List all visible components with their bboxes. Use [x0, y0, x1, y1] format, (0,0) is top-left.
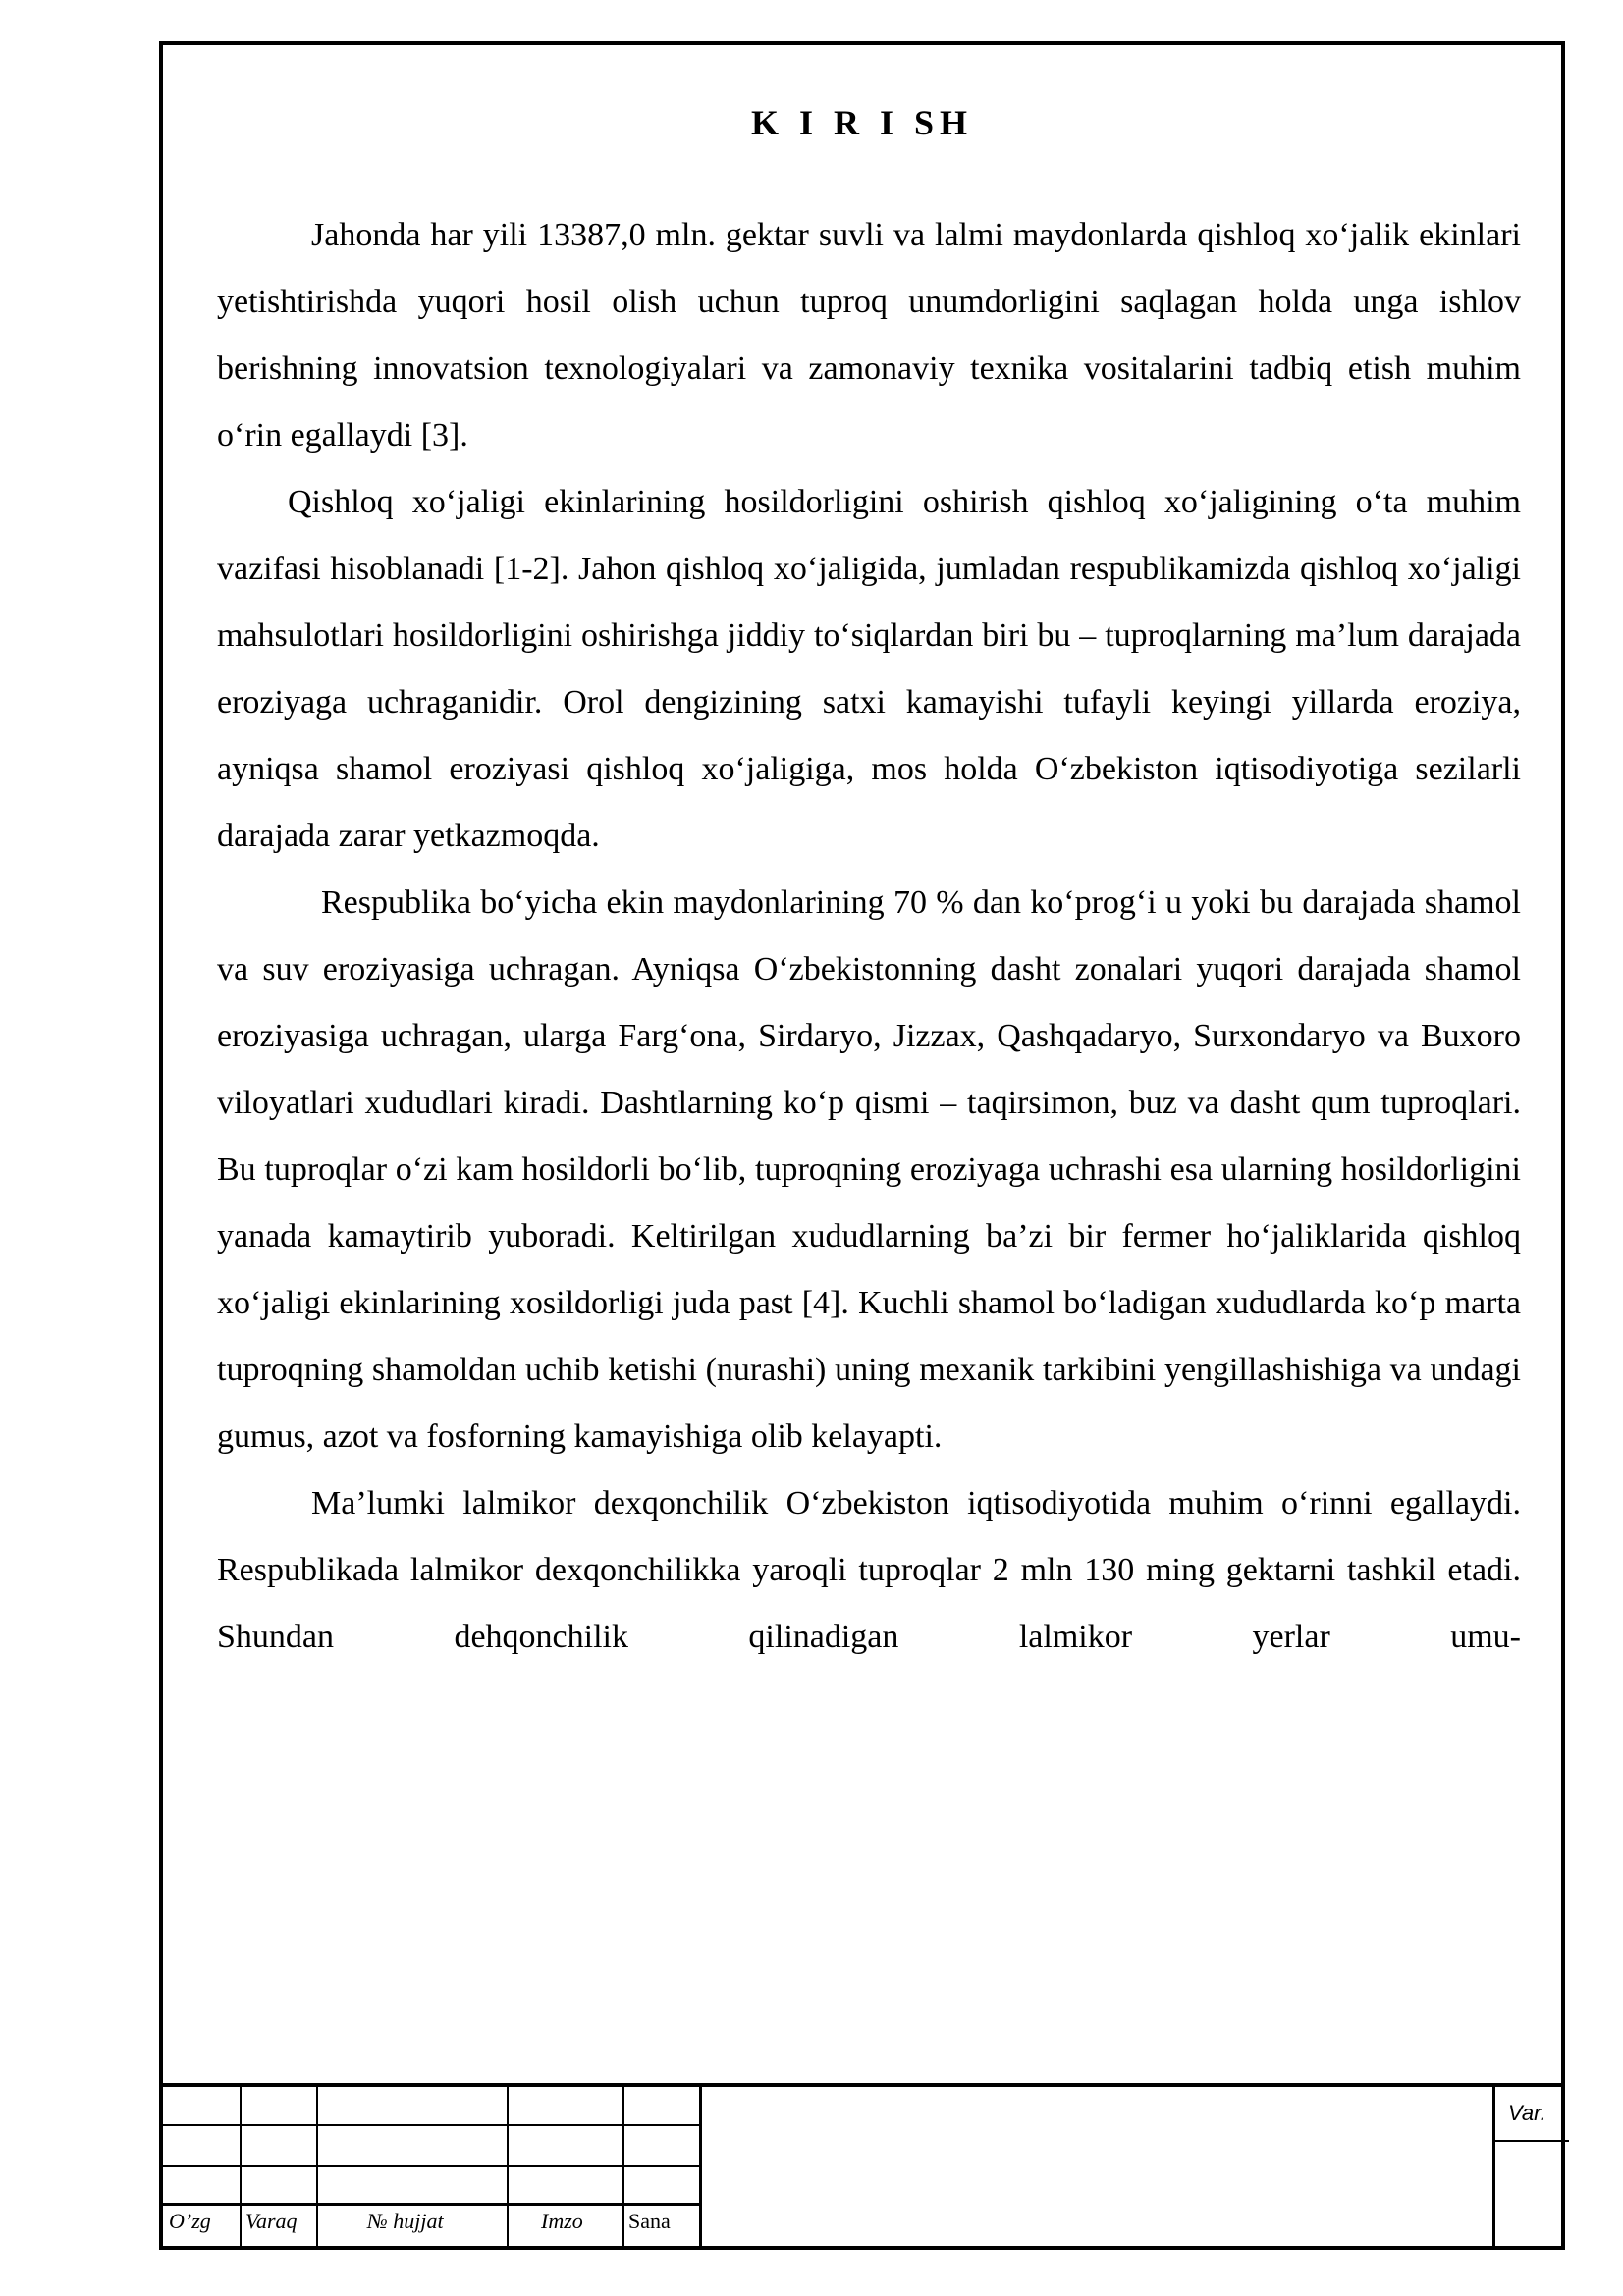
stamp-divider: [1492, 2087, 1495, 2246]
stamp-label-date: Sana: [628, 2209, 671, 2233]
stamp-label-document: № hujjat: [367, 2209, 444, 2233]
stamp-label-sheet: Varaq: [245, 2209, 298, 2233]
paragraph-4: Ma’lumki lalmikor dexqonchilik O‘zbekiston iqtisodiyotida muhim o‘rinni egallaydi. Respublikada lalmikor dexqonchilikka yaroqli tuproqlar 2 mln 130 ming gektarni tashkil etadi. Shundan dehqonchilik qilinadigan lalmikor yerlar umu-: [217, 1485, 1521, 1655]
stamp-label-var: Var.: [1508, 2101, 1546, 2125]
paragraph-3: Respublika bo‘yicha ekin maydonlarining 70 % dan ko‘prog‘i u yoki bu darajada shamol va suv eroziyasiga uchragan. Ayniqsa O‘zbekistonning dasht zonalari yuqori darajada shamol eroziyasiga uchragan, ularga Farg‘ona, Sirdaryo, Jizzax, Qashqadaryo, Surxondaryo va Buxoro viloyatlari xududlari kiradi. Dashtlarning ko‘p qismi – taqirsimon, buz va dasht qum tuproqlari. Bu tuproqlar o‘zi kam hosildorli bo‘lib, tuproqning eroziyaga uchrashi esa ularning hosildorligini yanada kamaytirib yuboradi. Keltirilgan xududlarning ba’zi bir fermer ho‘jaliklarida qishloq xo‘jaligi ekinlarining xosildorligi juda past [4]. Kuchli shamol bo‘ladigan xududlarda ko‘p marta tuproqning shamoldan uchib ketishi (nurashi) uning mexanik tarkibini yengillashishiga va undagi gumus, azot va fosforning kamayishiga olib kelayapti.: [217, 884, 1521, 1455]
stamp-sheet-line: [1492, 2140, 1569, 2142]
stamp-label-signature: Imzo: [541, 2209, 583, 2233]
title-block: [163, 2083, 1561, 2246]
stamp-label-change: O’zg: [169, 2209, 211, 2233]
paragraph-2: Qishloq xo‘jaligi ekinlarining hosildorligini oshirish qishloq xo‘jaligining o‘ta muhim vazifasi hisoblanadi [1-2]. Jahon qishloq xo‘jaligida, jumladan respublikamizda qishloq xo‘jaligi mahsulotlari hosildorligini oshirishga jiddiy to‘siqlardan biri bu – tuproqlarning ma’lum darajada eroziyaga uchraganidir. Orol dengizining satxi kamayishi tufayli keyingi yillarda eroziya, ayniqsa shamol eroziyasi qishloq xo‘jaligiga, mos holda O‘zbekiston iqtisodiyotiga sezilarli darajada zarar yetkazmoqda.: [217, 484, 1521, 854]
stamp-row-line: [163, 2165, 701, 2167]
page-frame: [159, 41, 1565, 2250]
page-title: K I R I SH: [750, 103, 974, 142]
stamp-row-line: [163, 2203, 701, 2206]
body-text: [217, 202, 1521, 1671]
stamp-row-line: [163, 2124, 701, 2126]
paragraph-1: Jahonda har yili 13387,0 mln. gektar suvli va lalmi maydonlarda qishloq xo‘jalik ekinlari yetishtirishda yuqori hosil olish uchun tuproq unumdorligini saqlagan holda unga ishlov berishning innovatsion texnologiyalari va zamonaviy texnika vositalarini tadbiq etish muhim o‘rin egallaydi [3].: [217, 217, 1521, 454]
